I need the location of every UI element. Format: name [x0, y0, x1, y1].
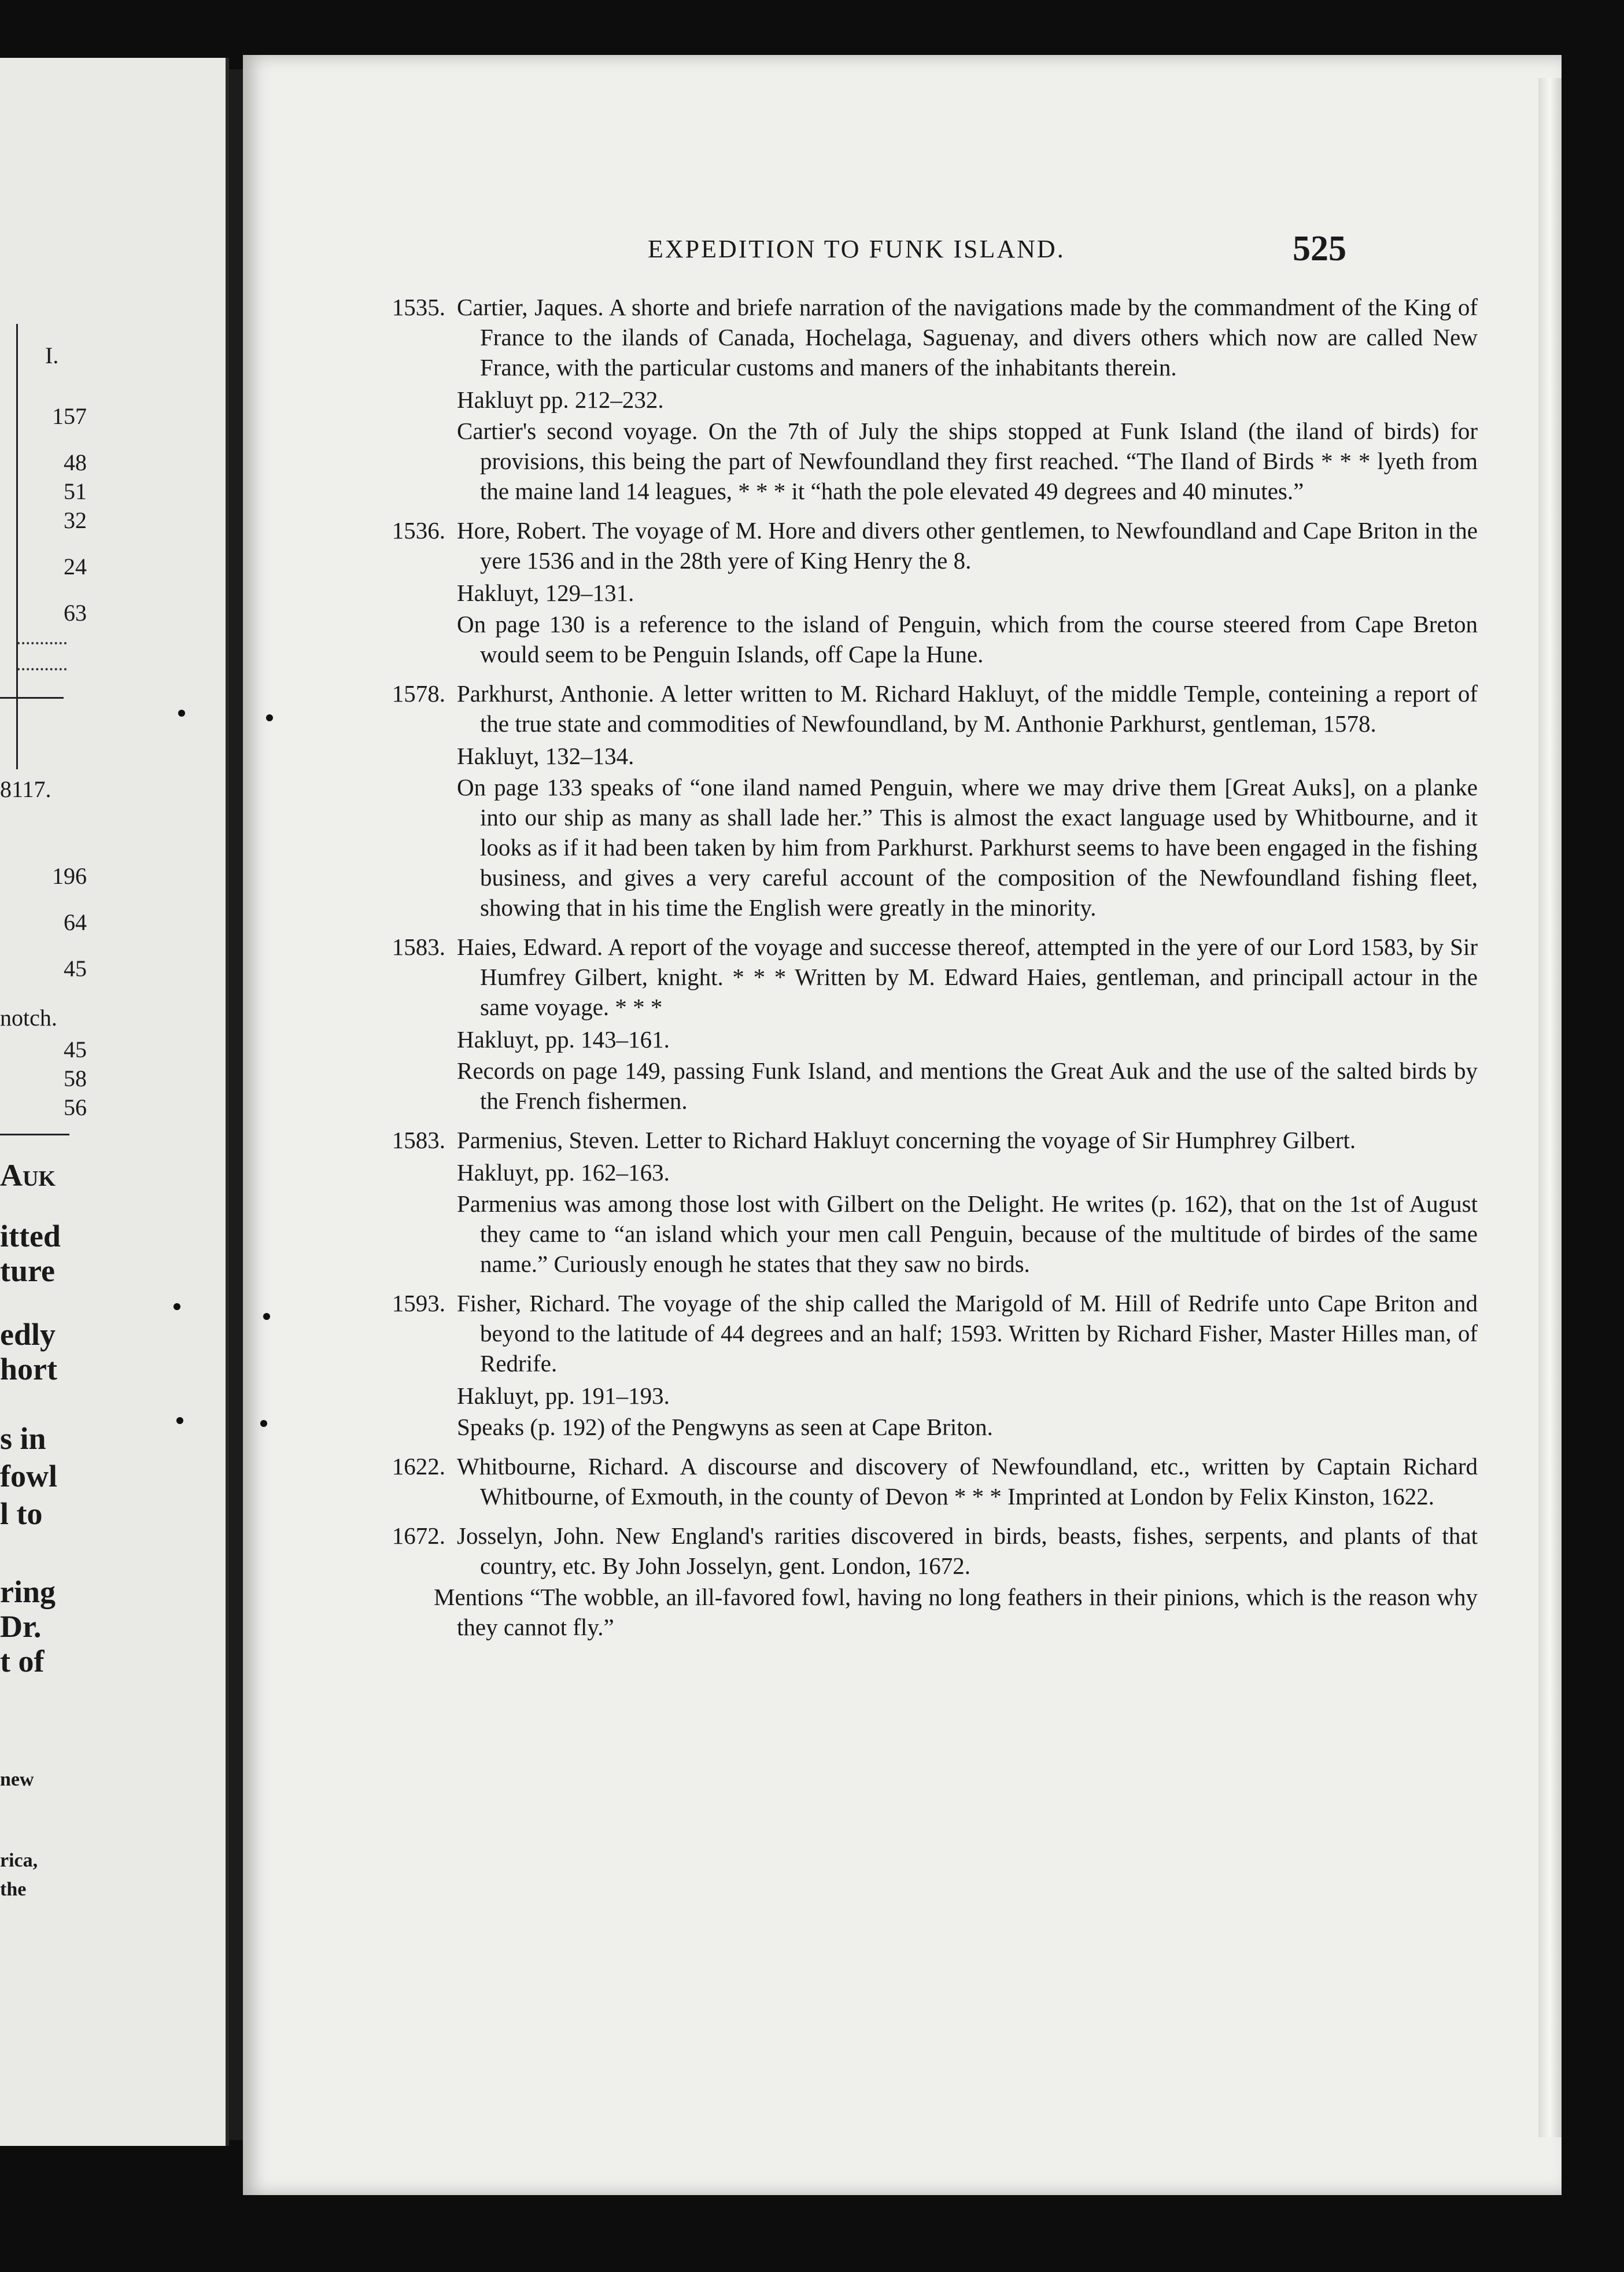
entry-body [457, 678, 1478, 923]
margin-speck [266, 714, 273, 721]
left-word: itted [0, 1219, 61, 1253]
left-value: 24 [64, 554, 87, 580]
entry-body [457, 515, 1478, 669]
entry-note: On page 130 is a reference to the island of Penguin, which from the course steered from Cape Breton would seem to be Penguin Islands, off Cape la Hune. [457, 611, 1478, 667]
entry-body [457, 1451, 1478, 1511]
table-rule [16, 324, 18, 769]
left-value: 32 [64, 507, 87, 533]
left-col-head: I. [45, 342, 59, 368]
left-value: 63 [64, 600, 87, 626]
left-value: 51 [64, 478, 87, 504]
left-value: 56 [64, 1094, 87, 1120]
bibliography-entry [373, 1288, 1478, 1442]
entry-reference: Hakluyt, 132–134. [457, 743, 634, 769]
entry-body [457, 292, 1478, 506]
entry-body [457, 932, 1478, 1116]
left-word: ture [0, 1253, 55, 1288]
left-notch: notch. [0, 1005, 57, 1031]
bibliography-entry [373, 932, 1478, 1116]
left-word: Auk [0, 1158, 56, 1193]
entry-year: 1578. [392, 680, 445, 707]
entry-note: Parmenius was among those lost with Gilbert on the Delight. He writes (p. 162), that on the 1st of August they came to “an island which your men call Penguin, because of the multitude of birdes of the same name.” Curiously enough he states that they saw no birds. [457, 1190, 1478, 1277]
entry-title: Fisher, Richard. The voyage of the ship called the Marigold of M. Hill of Redrife unto Cape Briton and beyond to the latitude of 44 degrees and an half; 1593. Written by Richard Fisher, Master Hilles man, of Redrife. [457, 1290, 1478, 1377]
left-total: 8117. [0, 776, 51, 802]
entry-reference: Hakluyt pp. 212–232. [457, 386, 664, 413]
entry-note: Speaks (p. 192) of the Pengwyns as seen at Cape Briton. [457, 1414, 993, 1440]
entry-year: 1622. [392, 1453, 445, 1480]
table-rule [0, 1134, 69, 1135]
entry-reference: Hakluyt, 129–131. [457, 580, 634, 606]
margin-speck [174, 1303, 180, 1310]
entry-reference: Hakluyt, pp. 162–163. [457, 1159, 670, 1186]
left-word: rica, [0, 1850, 38, 1871]
entry-note: On page 133 speaks of “one iland named Penguin, where we may drive them [Great Auks], on a planke into our ship as many as shall lade her.” This is almost the exact language used by Whitbourne, and it looks as if it had been taken by him from Parkhurst. Parkhurst seems to have been engaged in the fishing business, and gives a very careful account of the composition of the Newfoundland fishing fleet, showing that in his time the English were greatly in the minority. [457, 774, 1478, 921]
left-word: hort [0, 1352, 57, 1386]
entry-note: Mentions “The wobble, an ill-favored fowl, having no long feathers in their pinions, which is the reason why they cannot fly.” [434, 1584, 1478, 1640]
left-value: 48 [64, 449, 87, 475]
entry-year: 1583. [392, 1127, 445, 1153]
margin-speck [263, 1313, 270, 1320]
entry-title: Haies, Edward. A report of the voyage and successe thereof, attempted in the yere of our Lord 1583, by Sir Humfrey Gilbert, knight. * * * Written by M. Edward Haies, gentleman, and principall actour in the same voyage. * * * [457, 934, 1478, 1020]
margin-speck [176, 1417, 183, 1424]
entry-title: Whitbourne, Richard. A discourse and discovery of Newfoundland, etc., written by Captain Richard Whitbourne, of Exmouth, in the county of Devon * * * Imprinted at London by Felix Kinston, 1622. [457, 1453, 1478, 1510]
left-page-fragment [0, 58, 229, 2146]
entry-body [457, 1288, 1478, 1442]
running-head: EXPEDITION TO FUNK ISLAND. [648, 235, 1065, 263]
left-value: 45 [64, 956, 87, 982]
entry-title: Parmenius, Steven. Letter to Richard Hakluyt concerning the voyage of Sir Humphrey Gilbert. [457, 1127, 1356, 1153]
left-word: new [0, 1769, 34, 1790]
dotted-leader [17, 642, 67, 644]
left-word: s in [0, 1421, 46, 1456]
entry-year: 1672. [392, 1522, 445, 1549]
entry-reference: Hakluyt, pp. 191–193. [457, 1382, 670, 1409]
entry-title: Cartier, Jaques. A shorte and briefe narration of the navigations made by the commandment of the King of France to the ilands of Canada, Hochelaga, Saguenay, and divers others which now are called New France, with the particular customs and maners of the inhabitants therein. [457, 294, 1478, 381]
entry-note: Records on page 149, passing Funk Island, and mentions the Great Auk and the use of the salted birds by the French fishermen. [457, 1057, 1478, 1114]
left-word: fowl [0, 1459, 57, 1493]
bibliography-entry [373, 515, 1478, 669]
entry-body [457, 1125, 1478, 1279]
left-value: 196 [52, 863, 87, 889]
left-word: ring [0, 1574, 56, 1609]
entry-year: 1536. [392, 517, 445, 544]
left-value: 157 [52, 403, 87, 429]
left-word: the [0, 1879, 27, 1900]
margin-speck [178, 710, 185, 717]
bibliography-entry [373, 292, 1478, 506]
left-value: 45 [64, 1037, 87, 1063]
entry-title: Hore, Robert. The voyage of M. Hore and divers other gentlemen, to Newfoundland and Cape Briton in the yere 1536 and in the 28th yere of King Henry the 8. [457, 517, 1478, 574]
page-edge [1538, 78, 1562, 2137]
left-value: 64 [64, 909, 87, 935]
left-word: t of [0, 1644, 45, 1679]
margin-speck [260, 1420, 267, 1427]
entry-year: 1583. [392, 934, 445, 960]
entry-year: 1593. [392, 1290, 445, 1316]
left-value: 58 [64, 1065, 87, 1091]
left-word: l to [0, 1496, 43, 1531]
entry-body [434, 1521, 1478, 1642]
bibliography-entry [373, 1521, 1478, 1642]
bibliography-entry [373, 678, 1478, 923]
table-rule [0, 697, 64, 699]
book-page [243, 55, 1562, 2195]
entry-note: Cartier's second voyage. On the 7th of July the ships stopped at Funk Island (the iland of birds) for provisions, this being the part of Newfoundland they first reached. “The Iland of Birds * * * lyeth from the maine land 14 leagues, * * * it “hath the pole elevated 49 degrees and 40 minutes.” [457, 418, 1478, 504]
left-word: Dr. [0, 1609, 42, 1644]
bibliography-entry [373, 1125, 1478, 1279]
entry-title: Parkhurst, Anthonie. A letter written to M. Richard Hakluyt, of the middle Temple, conteining a report of the true state and commodities of Newfoundland, by M. Anthonie Parkhurst, gentleman, 1578. [457, 680, 1478, 737]
bibliography-list [373, 292, 1478, 1651]
book-gutter [229, 69, 243, 2140]
page-number: 525 [1293, 229, 1346, 268]
bibliography-entry [373, 1451, 1478, 1511]
dotted-leader [17, 668, 67, 670]
entry-title: Josselyn, John. New England's rarities discovered in birds, beasts, fishes, serpents, and plants of that country, etc. By John Josselyn, gent. London, 1672. [457, 1522, 1478, 1579]
entry-year: 1535. [392, 294, 445, 320]
left-word: edly [0, 1317, 56, 1352]
entry-reference: Hakluyt, pp. 143–161. [457, 1026, 670, 1053]
